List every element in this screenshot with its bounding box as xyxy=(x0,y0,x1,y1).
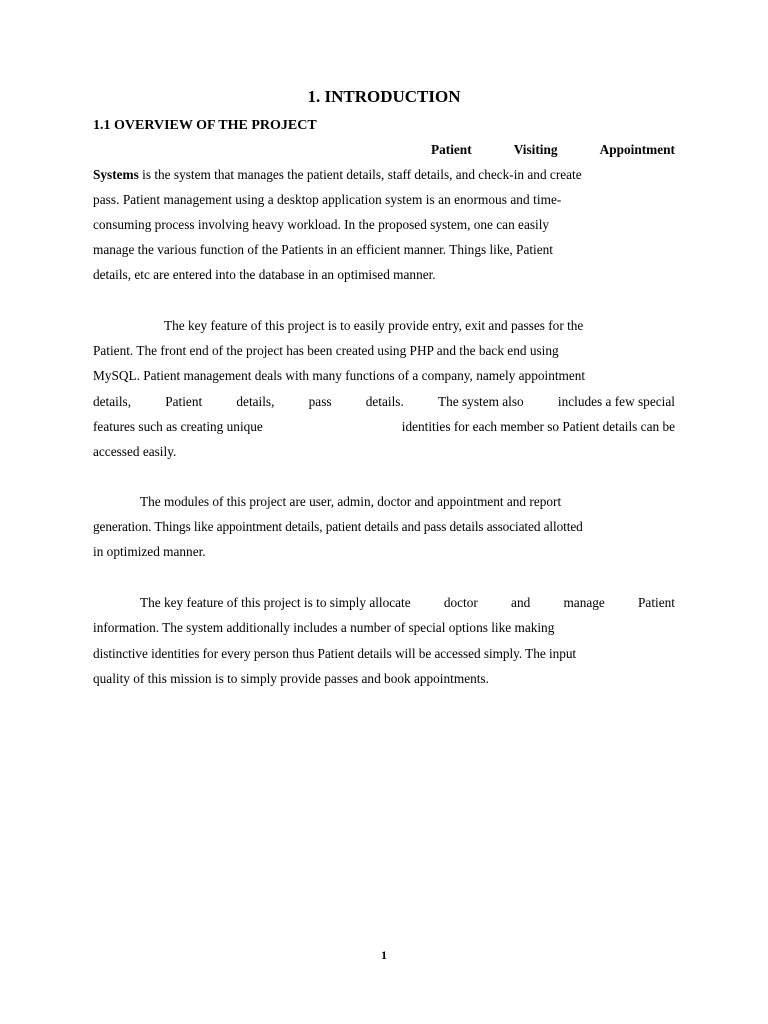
word: manage xyxy=(563,595,605,610)
paragraph-2-line-3: MySQL. Patient management deals with many functions of a company, namely appointment xyxy=(93,368,586,383)
word: identities for each member so Patient details can be xyxy=(401,419,675,434)
paragraph-4-line-3: distinctive identities for every person thus Patient details will be accessed simply. The input xyxy=(93,646,577,661)
paragraph-1-line-2-text: is the system that manages the patient details, staff details, and check-in and create xyxy=(138,167,582,182)
word: and xyxy=(511,595,531,610)
lead-word-visiting: Visiting xyxy=(513,142,558,157)
chapter-title: 1. INTRODUCTION xyxy=(307,87,461,106)
word: pass xyxy=(308,394,332,409)
paragraph-3-line-3: in optimized manner. xyxy=(93,544,206,559)
page-number: 1 xyxy=(381,948,387,962)
word: details. xyxy=(365,394,404,409)
paragraph-1-line-5: manage the various function of the Patients in an efficient manner. Things like, Patient xyxy=(93,242,553,257)
paragraph-2-line-4 xyxy=(93,392,675,412)
paragraph-1-line-3: pass. Patient management using a desktop application system is an enormous and time- xyxy=(93,192,562,207)
word: includes a few special xyxy=(557,394,675,409)
paragraph-2-line-5 xyxy=(93,417,675,437)
paragraph-3-line-1: The modules of this project are user, admin, doctor and appointment and report xyxy=(140,494,562,509)
paragraph-4-line-4: quality of this mission is to simply provide passes and book appointments. xyxy=(93,671,489,686)
lead-word-appointment: Appointment xyxy=(599,142,675,157)
word: details, xyxy=(236,394,275,409)
word: details, xyxy=(93,394,132,409)
section-heading: 1.1 OVERVIEW OF THE PROJECT xyxy=(93,118,317,133)
paragraph-1-line-4: consuming process involving heavy workload. In the proposed system, one can easily xyxy=(93,217,550,232)
paragraph-3-line-2: generation. Things like appointment details, patient details and pass details associated allotted xyxy=(93,519,583,534)
paragraph-4-line-2: information. The system additionally includes a number of special options like making xyxy=(93,620,555,635)
word: Patient xyxy=(165,394,203,409)
lead-word-patient: Patient xyxy=(431,142,472,157)
paragraph-2-line-6: accessed easily. xyxy=(93,444,177,459)
paragraph-1-line-1 xyxy=(431,140,675,160)
paragraph-1-line-2 xyxy=(93,165,675,185)
paragraph-2-line-2: Patient. The front end of the project has been created using PHP and the back end using xyxy=(93,343,559,358)
paragraph-2-line-1: The key feature of this project is to easily provide entry, exit and passes for the xyxy=(164,318,584,333)
word: The key feature of this project is to simply allocate xyxy=(140,595,411,610)
word: Patient xyxy=(638,595,675,610)
paragraph-4-line-1 xyxy=(93,593,675,613)
word: The system also xyxy=(438,394,524,409)
word: doctor xyxy=(443,595,478,610)
paragraph-1-line-6: details, etc are entered into the database in an optimised manner. xyxy=(93,267,436,282)
word: features such as creating unique xyxy=(93,419,263,434)
bold-term-systems: Systems xyxy=(93,167,139,182)
